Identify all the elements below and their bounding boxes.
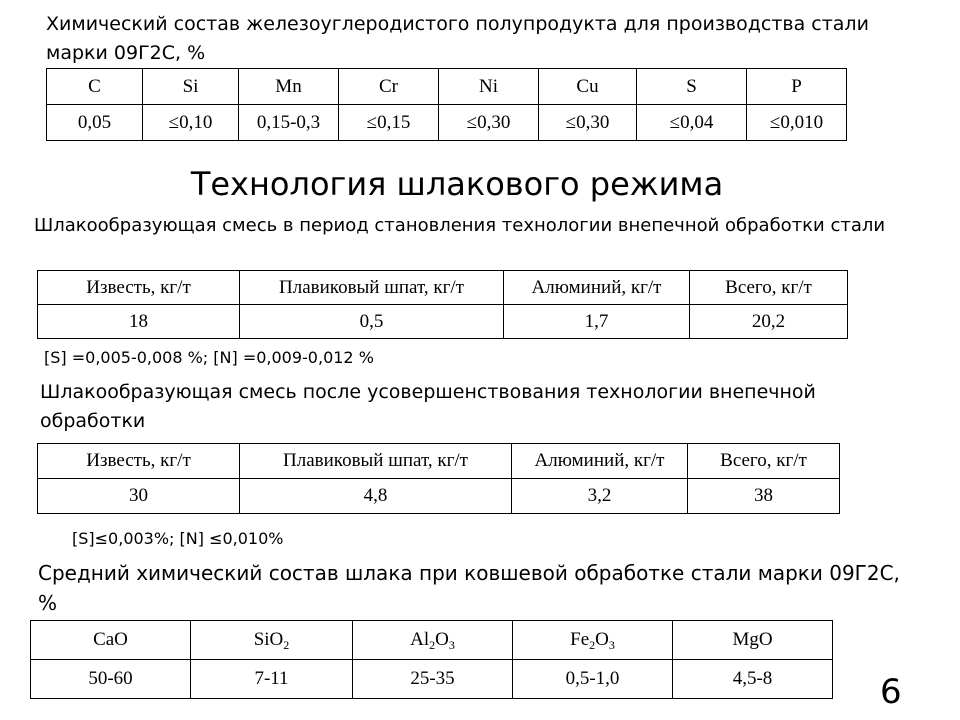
header-cell-c: C bbox=[47, 69, 143, 105]
value-cell-cu: ≤0,30 bbox=[539, 105, 637, 141]
table-header-row bbox=[38, 271, 848, 305]
header-cell-lime: Известь, кг/т bbox=[38, 444, 240, 479]
value-cell-p: ≤0,010 bbox=[747, 105, 847, 141]
value-cell-aluminum: 1,7 bbox=[504, 305, 690, 339]
header-cell-fluorspar: Плавиковый шпат, кг/т bbox=[240, 271, 504, 305]
header-cell-aluminum: Алюминий, кг/т bbox=[512, 444, 688, 479]
slag-mix-improved-table bbox=[37, 443, 840, 514]
table-header-row bbox=[47, 69, 847, 105]
value-cell-fluorspar: 0,5 bbox=[240, 305, 504, 339]
table-row bbox=[31, 660, 833, 699]
value-cell-ni: ≤0,30 bbox=[439, 105, 539, 141]
header-cell-al2o3: $Al_2O_3$ bbox=[353, 621, 513, 660]
header-cell-ni: Ni bbox=[439, 69, 539, 105]
sulfur-nitrogen-note-initial: [S] =0,005-0,008 %; [N] =0,009-0,012 % bbox=[44, 348, 374, 367]
header-cell-s: S bbox=[637, 69, 747, 105]
value-cell-s: ≤0,04 bbox=[637, 105, 747, 141]
table-row bbox=[47, 105, 847, 141]
table4-caption: Средний химический состав шлака при ковшевой обработке стали марки 09Г2С, % bbox=[38, 561, 900, 615]
value-cell-fe2o3: 0,5-1,0 bbox=[513, 660, 673, 699]
value-cell-aluminum: 3,2 bbox=[512, 479, 688, 514]
table-header-row bbox=[38, 444, 840, 479]
value-cell-c: 0,05 bbox=[47, 105, 143, 141]
header-cell-cu: Cu bbox=[539, 69, 637, 105]
steel-composition-table bbox=[46, 68, 847, 141]
value-cell-si: ≤0,10 bbox=[143, 105, 239, 141]
header-cell-mn: Mn bbox=[239, 69, 339, 105]
table3-caption: Шлакообразующая смесь после усовершенствования технологии внепечной обработки bbox=[40, 381, 816, 432]
table-row bbox=[38, 305, 848, 339]
header-cell-si: Si bbox=[143, 69, 239, 105]
header-cell-aluminum: Алюминий, кг/т bbox=[504, 271, 690, 305]
slag-composition-table bbox=[30, 620, 833, 699]
value-cell-mn: 0,15-0,3 bbox=[239, 105, 339, 141]
page-number: 6 bbox=[880, 672, 902, 712]
header-cell-cr: Cr bbox=[339, 69, 439, 105]
value-cell-total: 38 bbox=[688, 479, 840, 514]
header-cell-total: Всего, кг/т bbox=[688, 444, 840, 479]
value-cell-sio2: 7-11 bbox=[191, 660, 353, 699]
header-cell-lime: Известь, кг/т bbox=[38, 271, 240, 305]
value-cell-fluorspar: 4,8 bbox=[240, 479, 512, 514]
header-cell-p: P bbox=[747, 69, 847, 105]
value-cell-total: 20,2 bbox=[690, 305, 848, 339]
value-cell-lime: 30 bbox=[38, 479, 240, 514]
value-cell-al2o3: 25-35 bbox=[353, 660, 513, 699]
header-cell-fe2o3: $Fe_2O_3$ bbox=[513, 621, 673, 660]
value-cell-cao: 50-60 bbox=[31, 660, 191, 699]
value-cell-cr: ≤0,15 bbox=[339, 105, 439, 141]
page-title: Технология шлакового режима bbox=[190, 165, 724, 203]
sulfur-nitrogen-note-improved: [S]≤0,003%; [N] ≤0,010% bbox=[72, 529, 284, 548]
header-cell-fluorspar: Плавиковый шпат, кг/т bbox=[240, 444, 512, 479]
value-cell-lime: 18 bbox=[38, 305, 240, 339]
table-header-row bbox=[31, 621, 833, 660]
header-cell-sio2: SiO$_2$ bbox=[191, 621, 353, 660]
table2-caption: Шлакообразующая смесь в период становления технологии внепечной обработки стали bbox=[34, 215, 886, 236]
table-row bbox=[38, 479, 840, 514]
header-cell-mgo: MgO bbox=[673, 621, 833, 660]
header-cell-total: Всего, кг/т bbox=[690, 271, 848, 305]
value-cell-mgo: 4,5-8 bbox=[673, 660, 833, 699]
table1-caption: Химический состав железоуглеродистого полупродукта для производства стали марки 09Г2С, % bbox=[46, 13, 869, 64]
header-cell-cao: CaO bbox=[31, 621, 191, 660]
slag-mix-initial-table bbox=[37, 270, 848, 339]
